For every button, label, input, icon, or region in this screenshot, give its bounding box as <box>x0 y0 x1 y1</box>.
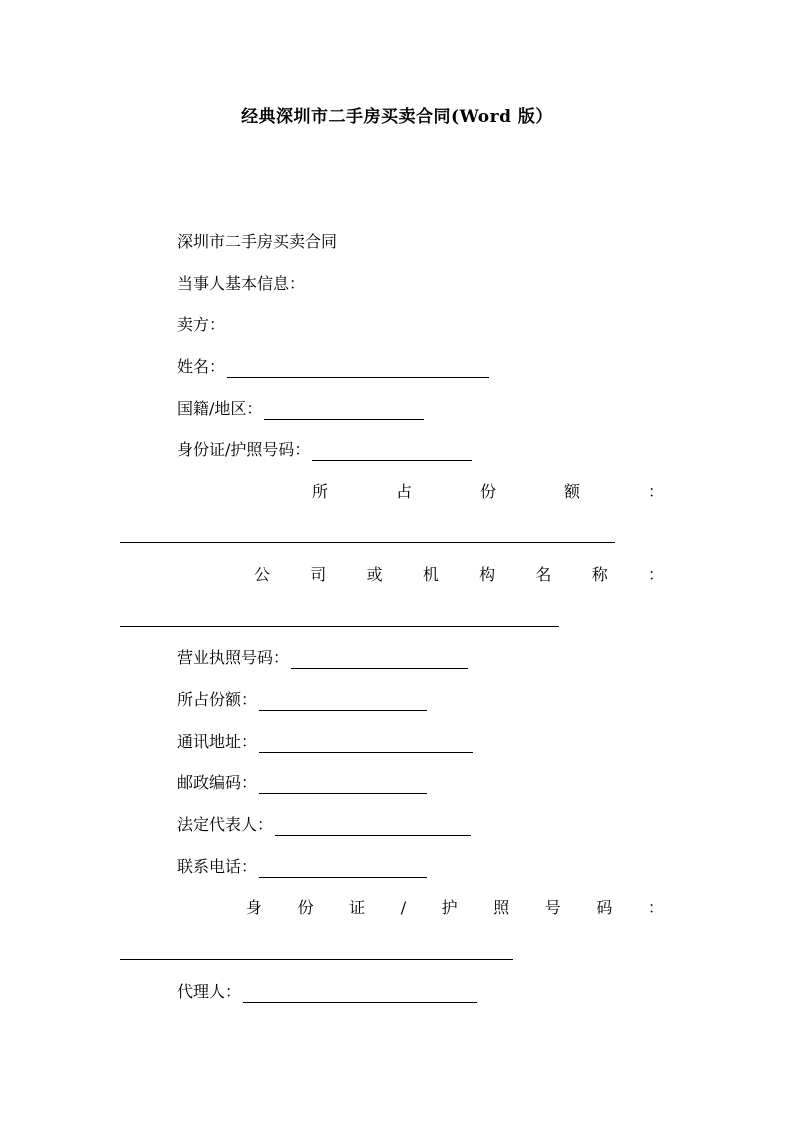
legal-rep-label: 法定代表人： <box>177 815 274 834</box>
spread-char: 份 <box>479 482 496 501</box>
spread-char: 或 <box>366 565 383 584</box>
address-label: 通讯地址： <box>177 732 258 751</box>
spread-char: 码 <box>596 898 613 917</box>
spread-char: 占 <box>395 482 412 501</box>
legal-rep-blank[interactable] <box>275 817 471 836</box>
agent-label: 代理人： <box>177 982 242 1001</box>
postcode-blank[interactable] <box>259 775 427 794</box>
document-title: 经典深圳市二手房买卖合同(Word 版） <box>241 107 553 127</box>
id-passport-blank[interactable] <box>312 442 472 461</box>
name-field <box>177 356 489 378</box>
party-info-label: 当事人基本信息： <box>177 274 306 293</box>
spread-char: 称 <box>591 565 608 584</box>
id-passport-label: 身份证/护照号码： <box>177 440 311 459</box>
spread-char: 所 <box>312 482 329 501</box>
business-license-field <box>177 647 468 669</box>
postcode-field <box>177 772 427 794</box>
phone-blank[interactable] <box>259 859 427 878</box>
nationality-blank[interactable] <box>264 401 424 420</box>
name-blank[interactable] <box>227 359 489 378</box>
address-blank[interactable] <box>259 734 473 753</box>
spread-char: 份 <box>297 898 314 917</box>
id-passport-field <box>177 439 472 461</box>
spread-char: 构 <box>479 565 496 584</box>
nationality-label: 国籍/地区： <box>177 399 263 418</box>
spread-char: 护 <box>441 898 458 917</box>
spread-char: 机 <box>422 565 439 584</box>
phone-label: 联系电话： <box>177 857 258 876</box>
address-field <box>177 731 473 753</box>
company-name-blank[interactable] <box>120 626 559 627</box>
agent-blank[interactable] <box>243 984 477 1003</box>
legal-rep-field <box>177 814 471 836</box>
spread-char: ： <box>647 898 664 917</box>
spread-char: 号 <box>544 898 561 917</box>
id-spread-label <box>246 897 664 919</box>
share-spread-label <box>312 481 664 503</box>
spread-char: 照 <box>493 898 510 917</box>
business-license-blank[interactable] <box>291 650 468 669</box>
share-blank[interactable] <box>120 542 615 543</box>
company-spread-label <box>254 564 664 586</box>
contract-heading: 深圳市二手房买卖合同 <box>177 232 338 251</box>
business-license-label: 营业执照号码： <box>177 648 290 667</box>
spread-char: 证 <box>349 898 366 917</box>
phone-field <box>177 856 427 878</box>
share-label: 所占份额： <box>177 690 258 709</box>
share-field <box>177 689 427 711</box>
spread-char: 额 <box>563 482 580 501</box>
spread-char: / <box>400 898 407 917</box>
spread-char: ： <box>647 482 664 501</box>
id-passport-blank-2[interactable] <box>120 959 513 960</box>
postcode-label: 邮政编码： <box>177 773 258 792</box>
spread-char: ： <box>647 565 664 584</box>
spread-char: 身 <box>246 898 263 917</box>
nationality-field <box>177 398 424 420</box>
share-field-blank[interactable] <box>259 692 427 711</box>
name-label: 姓名： <box>177 357 226 376</box>
spread-char: 公 <box>254 565 271 584</box>
spread-char: 司 <box>310 565 327 584</box>
agent-field <box>177 981 477 1003</box>
seller-label: 卖方： <box>177 315 226 334</box>
spread-char: 名 <box>535 565 552 584</box>
